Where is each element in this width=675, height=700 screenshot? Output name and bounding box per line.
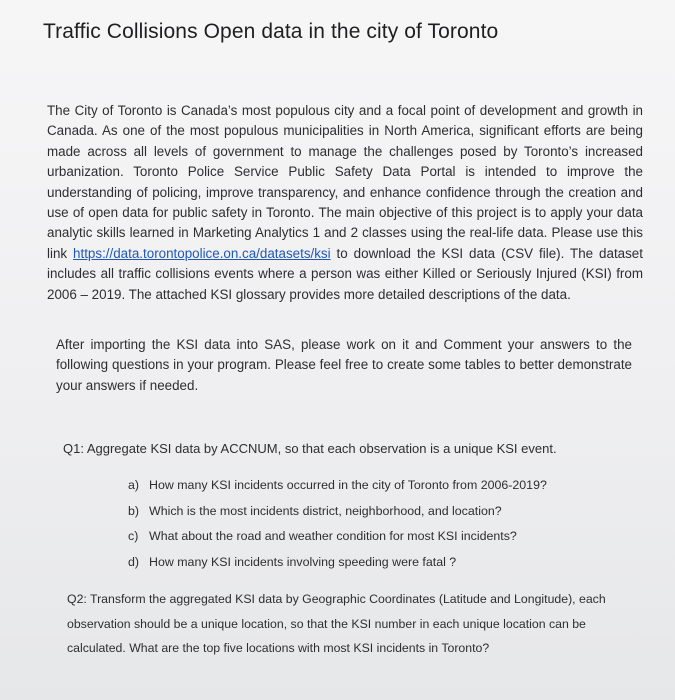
subquestion-text: How many KSI incidents involving speeding were fatal ? bbox=[149, 554, 457, 569]
subquestion-label: a) bbox=[128, 478, 140, 492]
subquestion-label: c) bbox=[128, 529, 139, 544]
intro-text-after-link: to download the KSI data (CSV file). The dataset includes all traffic collisions events where a person was either Killed or Seriously Injured (KSI) from 2006 – 2019. The attached KSI glossary provides more detailed descriptions of the data. bbox=[47, 245, 643, 302]
subquestion-c bbox=[128, 529, 547, 555]
instructions-paragraph: After importing the KSI data into SAS, please work on it and Comment your answers to the following questions in your program. Please feel free to create some tables to better demonstrate your answers if needed. bbox=[56, 337, 632, 393]
question-1: Q1: Aggregate KSI data by ACCNUM, so that each observation is a unique KSI event. bbox=[63, 441, 557, 456]
document-title: Traffic Collisions Open data in the city of Toronto bbox=[43, 20, 499, 43]
intro-text-before-link: The City of Toronto is Canada’s most populous city and a focal point of development and growth in Canada. As one of the most populous municipalities in North America, significant efforts are being made across all levels of government to manage the challenges posed by Toronto’s increased urbanization. Toronto Police Service Public Safety Data Portal is intended to improve the understanding of policing, improve transparency, and enhance confidence through the creation and use of open data for public safety in Toronto. The main objective of this project is to apply your data analytic skills learned in Marketing Analytics 1 and 2 classes using the real-life data. Please use this link bbox=[47, 103, 643, 261]
subquestion-text: What about the road and weather condition for most KSI incidents? bbox=[149, 529, 517, 544]
subquestion-b bbox=[128, 504, 547, 530]
subquestion-text: Which is the most incidents district, neighborhood, and location? bbox=[149, 503, 502, 518]
subquestion-a bbox=[128, 478, 547, 504]
subquestion-label: d) bbox=[128, 554, 140, 569]
question-1-subquestions bbox=[128, 478, 547, 580]
question-2: Q2: Transform the aggregated KSI data by Geographic Coordinates (Latitude and Longitude), each observation should be a unique location, so that the KSI number in each unique location can be calculated. What are the top five locations with most KSI incidents in Toronto? bbox=[67, 592, 606, 656]
intro-paragraph bbox=[47, 101, 643, 305]
subquestion-text: How many KSI incidents occurred in the city of Toronto from 2006-2019? bbox=[149, 478, 547, 492]
subquestion-label: b) bbox=[128, 503, 140, 518]
ksi-dataset-link[interactable]: https://data.torontopolice.on.ca/datasets/ksi bbox=[73, 245, 331, 261]
subquestion-d bbox=[128, 555, 547, 581]
